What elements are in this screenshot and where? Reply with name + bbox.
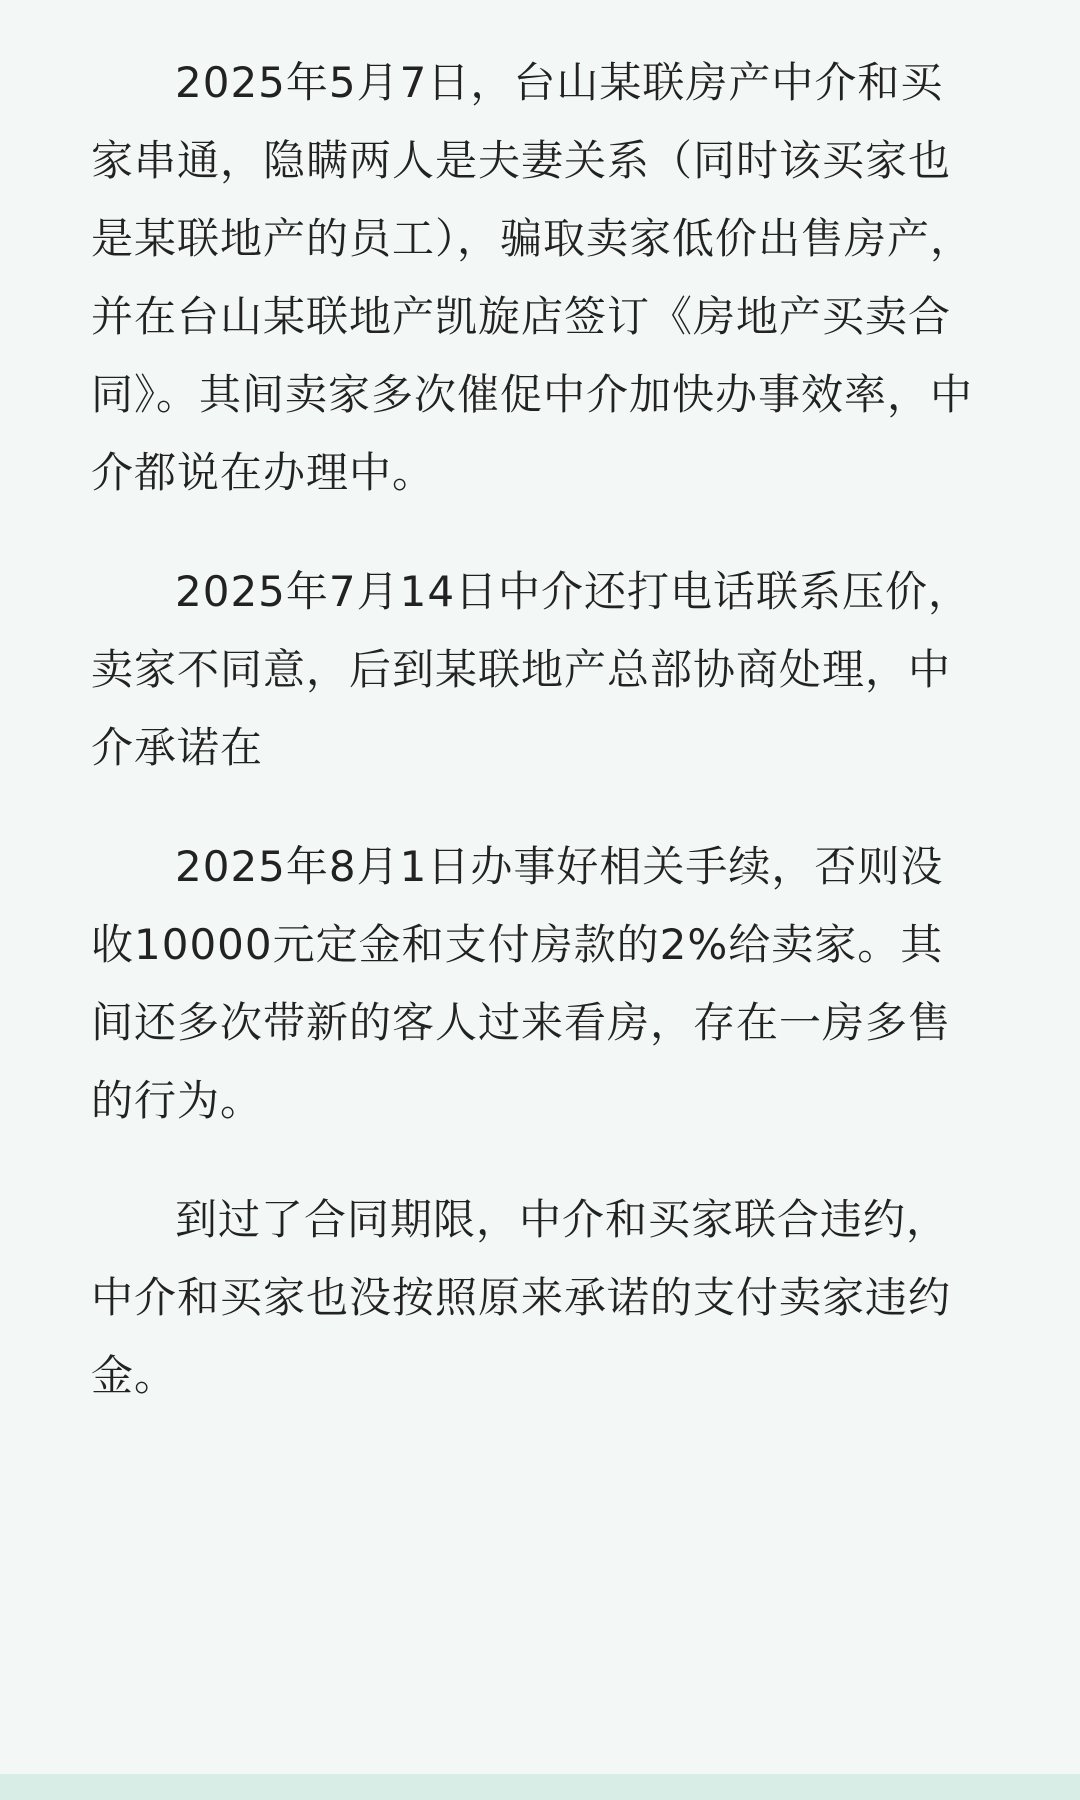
paragraph-4: 到过了合同期限，中介和买家联合违约，中介和买家也没按照原来承诺的支付卖家违约金。 [91, 1195, 952, 1400]
bottom-accent-strip [0, 1774, 1080, 1800]
paragraph-3: 2025年8月1日办事好相关手续，否则没收10000元定金和支付房款的2%给卖家。其间还多次带新的客人过来看房，存在一房多售的行为。 [91, 842, 952, 1125]
article-body [91, 44, 986, 1415]
paragraph-2: 2025年7月14日中介还打电话联系压价，卖家不同意，后到某联地产总部协商处理，中介承诺在 [91, 567, 972, 772]
paragraph-1: 2025年5月7日，台山某联房产中介和买家串通，隐瞒两人是夫妻关系（同时该买家也是某联地产的员工），骗取卖家低价出售房产，并在台山某联地产凯旋店签订《房地产买卖合同》。其间卖家多次催促中介加快办事效率，中介都说在办理中。 [91, 58, 974, 497]
